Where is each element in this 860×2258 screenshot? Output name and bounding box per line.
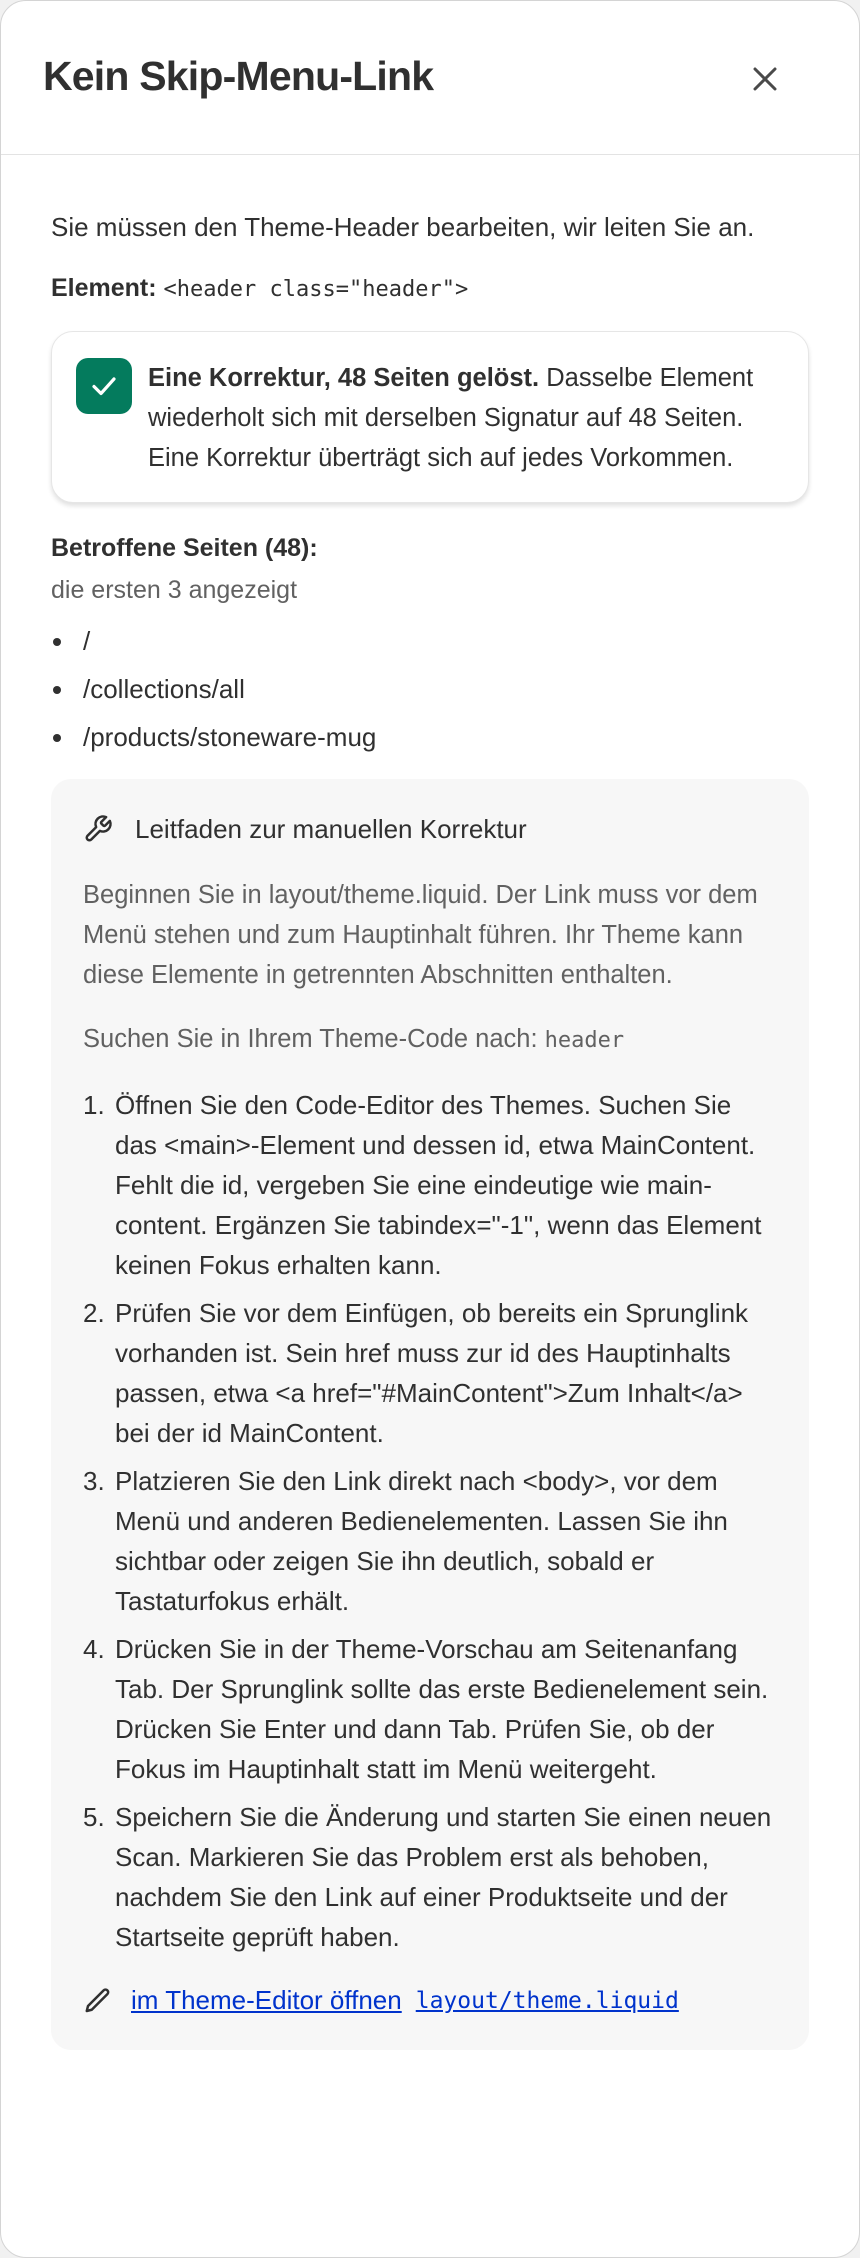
step-text: Öffnen Sie den Code-Editor des Themes. Suchen Sie das <main>-Element und dessen id, etwa MainContent. Fehlt die id, vergeben Sie eine eindeutige wie main-content. Ergänzen Sie tabindex="-1", wenn das Element keinen Fokus erhalten kann.: [115, 1090, 762, 1280]
callout-body: Dasselbe Element wiederholt sich mit derselben Signatur auf 48 Seiten. Eine Korrektur überträgt sich auf jedes Vorkommen.: [148, 364, 754, 472]
callout-bold: Eine Korrektur, 48 Seiten gelöst.: [148, 364, 540, 392]
step-number: 4.: [83, 1634, 105, 1664]
theme-file-link[interactable]: layout/theme.liquid: [415, 1987, 679, 2014]
modal-body: [1, 207, 859, 2050]
affected-pages-list: [51, 617, 809, 761]
steps-list: [83, 1085, 777, 1957]
list-item: /collections/all: [51, 665, 809, 713]
step-number: 5.: [83, 1802, 105, 1832]
step-number: 3.: [83, 1466, 105, 1496]
close-icon: [750, 64, 780, 94]
list-item: /products/stoneware-mug: [51, 713, 809, 761]
open-theme-editor-link[interactable]: im Theme-Editor öffnen: [131, 1985, 402, 2015]
list-item: [83, 1293, 777, 1453]
checkmark-icon: [89, 371, 119, 401]
callout-text: [148, 358, 782, 478]
element-code: <header class="header">: [163, 277, 469, 302]
close-button[interactable]: [739, 53, 791, 105]
step-number: 2.: [83, 1298, 105, 1328]
list-item: [83, 1629, 777, 1789]
guide-header: [83, 809, 777, 849]
list-item: [83, 1461, 777, 1621]
modal-header: [1, 1, 859, 155]
guide-paragraph: Beginnen Sie in layout/theme.liquid. Der Link muss vor dem Menü stehen und zum Hauptinhalt führen. Ihr Theme kann diese Elemente in getrennten Abschnitten enthalten.: [83, 881, 758, 989]
list-item: [83, 1797, 777, 1957]
step-text: Drücken Sie in der Theme-Vorschau am Seitenanfang Tab. Der Sprunglink sollte das erste Bedienelement sein. Drücken Sie Enter und dann Tab. Prüfen Sie, ob der Fokus im Hauptinhalt statt im Menü weitergeht.: [115, 1634, 769, 1784]
search-prefix: Suchen Sie in Ihrem Theme-Code nach:: [83, 1025, 545, 1053]
step-text: Prüfen Sie vor dem Einfügen, ob bereits ein Sprunglink vorhanden ist. Sein href muss zur id des Hauptinhalts passen, etwa <a href="#MainContent">Zum Inhalt</a> bei der id MainContent.: [115, 1298, 749, 1448]
step-text: Platzieren Sie den Link direkt nach <body>, vor dem Menü und anderen Bedienelementen. Lassen Sie ihn sichtbar oder zeigen Sie ihn deutlich, sobald er Tastaturfokus erhält.: [115, 1466, 728, 1616]
editor-links: [83, 1985, 777, 2016]
step-number: 1.: [83, 1090, 105, 1120]
element-label: Element:: [51, 274, 157, 302]
intro-text: Sie müssen den Theme-Header bearbeiten, wir leiten Sie an.: [51, 212, 755, 242]
guide-title: Leitfaden zur manuellen Korrektur: [135, 813, 527, 844]
element-line: [51, 271, 809, 307]
search-hint: [83, 1019, 777, 1061]
one-fix-callout: [51, 331, 809, 503]
checkmark-badge: [76, 358, 132, 414]
modal-title: Kein Skip-Menu-Link: [43, 53, 434, 99]
list-item: [83, 1085, 777, 1285]
affected-pages-title: Betroffene Seiten (48):: [51, 534, 318, 562]
list-item: /: [51, 617, 809, 665]
manual-fix-guide: [51, 779, 809, 2050]
pencil-icon: [83, 1986, 113, 2016]
step-text: Speichern Sie die Änderung und starten Sie einen neuen Scan. Markieren Sie das Problem erst als behoben, nachdem Sie den Link auf einer Produktseite und der Startseite geprüft haben.: [115, 1802, 772, 1952]
search-code: header: [544, 1028, 625, 1053]
wrench-icon: [83, 814, 113, 844]
affected-pages-subtitle: die ersten 3 angezeigt: [51, 576, 298, 604]
